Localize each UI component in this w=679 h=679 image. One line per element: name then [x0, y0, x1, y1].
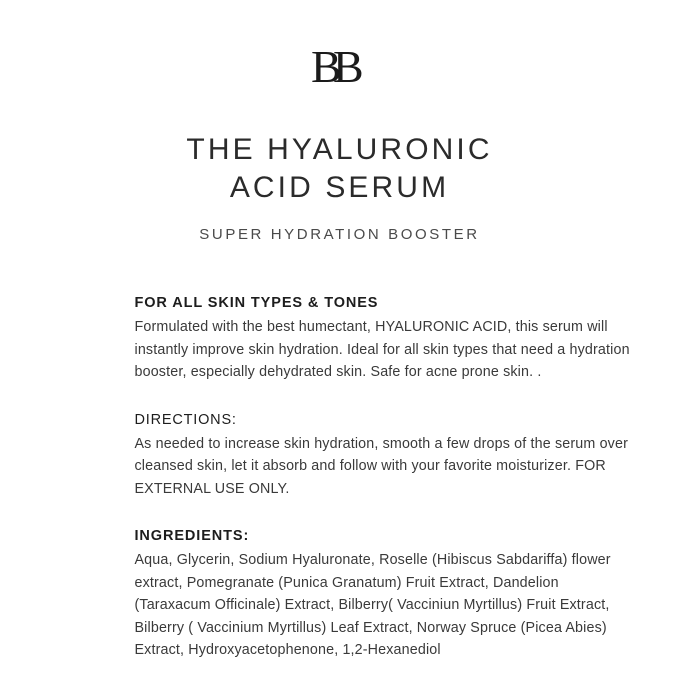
- product-title-line-2: ACID SERUM: [229, 171, 450, 204]
- label-content: [45, 295, 635, 662]
- product-subtitle: SUPER HYDRATION BOOSTER: [199, 226, 480, 243]
- section-skin-types-body: Formulated with the best humectant, HYALURONIC ACID, this serum will instantly improve skin hydration. Ideal for all skin types that need a hydration booster, especially dehydrated skin. Safe for acne prone skin. .: [134, 319, 630, 380]
- brand-logo: [0, 40, 679, 105]
- section-ingredients-heading: INGREDIENTS:: [134, 528, 250, 544]
- section-directions-body: As needed to increase skin hydration, smooth a few drops of the serum over cleansed skin, let it absorb and follow with your favorite moisturizer. FOR EXTERNAL USE ONLY.: [134, 435, 628, 497]
- section-directions: [135, 412, 635, 501]
- bb-monogram-icon: [309, 40, 371, 96]
- section-directions-heading: DIRECTIONS:: [134, 411, 237, 428]
- product-title: [0, 131, 679, 207]
- brand-logo-monogram: [309, 40, 371, 105]
- product-title-line-1: THE HYALURONIC: [186, 133, 493, 166]
- svg-text:B: B: [310, 41, 336, 92]
- svg-text:B: B: [332, 41, 358, 92]
- section-skin-types-heading: FOR ALL SKIN TYPES & TONES: [134, 295, 379, 311]
- section-skin-types: [135, 295, 635, 384]
- section-ingredients-body: Aqua, Glycerin, Sodium Hyaluronate, Roselle (Hibiscus Sabdariffa) flower extract, Pomegranate (Punica Granatum) Fruit Extract, Dandelion (Taraxacum Officinale) Extract, Bilberry( Vacciniun Myrtillus) Fruit Extract, Bilberry ( Vaccinium Myrtillus) Leaf Extract, Norway Spruce (Picea Abies) Extract, Hydroxyacetophenone, 1,2-Hexanediol: [134, 552, 611, 658]
- section-ingredients: [135, 528, 635, 662]
